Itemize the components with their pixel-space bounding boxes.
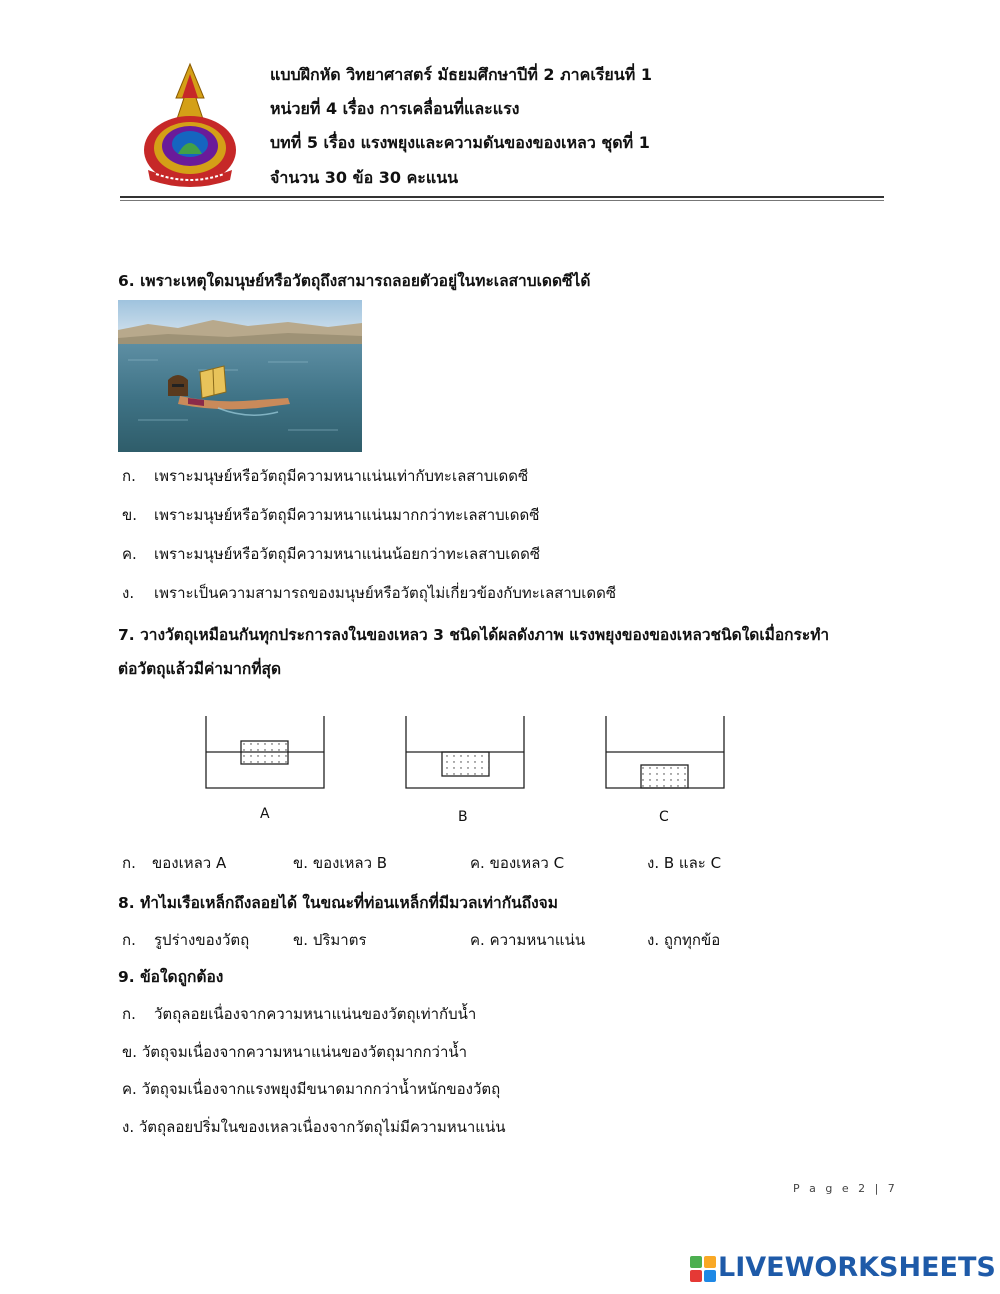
option-marker: ค. bbox=[470, 854, 485, 872]
question-7-title-line-1: 7. วางวัตถุเหมือนกันทุกประการลงในของเหลว 3 ชนิดได้ผลดังภาพ แรงพยุงของของเหลวชนิดใดเมื่อกระทำ bbox=[118, 626, 830, 644]
header-divider-thin bbox=[120, 200, 884, 201]
option-text: ความหนาแน่น bbox=[489, 931, 586, 949]
header-line-4: จำนวน 30 ข้อ 30 คะแนน bbox=[270, 168, 459, 187]
three-beakers-diagram bbox=[200, 712, 730, 796]
q8-option-a[interactable] bbox=[122, 928, 249, 952]
option-text: ถูกทุกข้อ bbox=[663, 931, 721, 949]
beaker-label-b: B bbox=[458, 809, 468, 825]
option-text: รูปร่างของวัตถุ bbox=[154, 931, 250, 949]
option-marker: ข. bbox=[122, 1043, 138, 1061]
option-text: วัตถุจมเนื่องจากแรงพยุงมีขนาดมากกว่าน้ำหนักของวัตถุ bbox=[141, 1080, 501, 1098]
option-marker: ค. bbox=[470, 931, 485, 949]
brand-name: LIVEWORKSHEETS bbox=[718, 1252, 996, 1283]
beaker-c bbox=[606, 716, 724, 788]
option-text: ของเหลว B bbox=[312, 854, 388, 872]
school-emblem-icon bbox=[134, 58, 246, 192]
q7-option-c[interactable] bbox=[470, 851, 564, 875]
beaker-label-c: C bbox=[659, 809, 669, 825]
q8-option-b[interactable] bbox=[293, 928, 367, 952]
option-marker: ข. bbox=[293, 931, 309, 949]
woman-floating-reading-image bbox=[118, 300, 362, 452]
q6-option-d[interactable] bbox=[122, 581, 616, 605]
q6-option-c[interactable] bbox=[122, 542, 540, 566]
option-marker: ง. bbox=[647, 931, 660, 949]
option-marker: ก. bbox=[122, 854, 136, 872]
liveworksheets-icon bbox=[690, 1256, 716, 1282]
option-text: ของเหลว C bbox=[489, 854, 565, 872]
option-text: เพราะเป็นความสามารถของมนุษย์หรือวัตถุไม่เกี่ยวข้องกับทะเลสาบเดดซี bbox=[154, 584, 617, 602]
option-marker: ค. bbox=[122, 1080, 137, 1098]
option-text: วัตถุจมเนื่องจากความหนาแน่นของวัตถุมากกว่าน้ำ bbox=[141, 1043, 468, 1061]
header-line-3: บทที่ 5 เรื่อง แรงพยุงและความดันของของเหลว ชุดที่ 1 bbox=[270, 133, 650, 152]
option-marker: ค. bbox=[122, 545, 137, 563]
header-line-1: แบบฝึกหัด วิทยาศาสตร์ มัธยมศึกษาปีที่ 2 ภาคเรียนที่ 1 bbox=[270, 65, 652, 84]
header-divider bbox=[120, 196, 884, 198]
q8-option-c[interactable] bbox=[470, 928, 585, 952]
q7-option-a[interactable] bbox=[122, 851, 226, 875]
option-text: เพราะมนุษย์หรือวัตถุมีความหนาแน่นมากกว่าทะเลสาบเดดซี bbox=[154, 506, 540, 524]
option-marker: ก. bbox=[122, 1005, 136, 1023]
option-marker: ง. bbox=[647, 854, 660, 872]
option-marker: ข. bbox=[293, 854, 309, 872]
header-line-2: หน่วยที่ 4 เรื่อง การเคลื่อนที่และแรง bbox=[270, 99, 520, 118]
q6-option-b[interactable] bbox=[122, 503, 539, 527]
q9-option-c[interactable] bbox=[122, 1077, 500, 1101]
liveworksheets-logo[interactable] bbox=[690, 1252, 996, 1286]
q9-option-d[interactable] bbox=[122, 1115, 505, 1139]
beaker-a bbox=[206, 716, 324, 788]
option-marker: ง. bbox=[122, 1118, 135, 1136]
question-6-title: 6. เพราะเหตุใดมนุษย์หรือวัตถุถึงสามารถลอยตัวอยู่ในทะเลสาบเดดซีได้ bbox=[118, 272, 591, 290]
option-text: B และ C bbox=[663, 854, 722, 872]
q6-option-a[interactable] bbox=[122, 464, 528, 488]
page-number: P a g e 2 | 7 bbox=[793, 1182, 898, 1195]
q7-option-d[interactable] bbox=[647, 851, 721, 875]
dead-sea-photo bbox=[118, 300, 362, 452]
option-text: ของเหลว A bbox=[152, 854, 227, 872]
option-text: เพราะมนุษย์หรือวัตถุมีความหนาแน่นเท่ากับทะเลสาบเดดซี bbox=[154, 467, 529, 485]
beaker-label-a: A bbox=[260, 806, 270, 822]
q9-option-a[interactable] bbox=[122, 1002, 476, 1026]
option-text: ปริมาตร bbox=[312, 931, 367, 949]
option-marker: ก. bbox=[122, 467, 136, 485]
q8-option-d[interactable] bbox=[647, 928, 720, 952]
option-text: วัตถุลอยเนื่องจากความหนาแน่นของวัตถุเท่ากับน้ำ bbox=[154, 1005, 477, 1023]
beaker-b bbox=[406, 716, 524, 788]
option-text: วัตถุลอยปริ่มในของเหลวเนื่องจากวัตถุไม่มีความหนาแน่น bbox=[138, 1118, 506, 1136]
question-7-title-line-2: ต่อวัตถุแล้วมีค่ามากที่สุด bbox=[118, 660, 282, 678]
option-marker: ง. bbox=[122, 584, 135, 602]
beaker-diagram bbox=[200, 712, 730, 796]
school-logo bbox=[134, 58, 246, 192]
q7-option-b[interactable] bbox=[293, 851, 387, 875]
option-marker: ข. bbox=[122, 506, 138, 524]
option-marker: ก. bbox=[122, 931, 136, 949]
question-9-title: 9. ข้อใดถูกต้อง bbox=[118, 968, 224, 986]
option-text: เพราะมนุษย์หรือวัตถุมีความหนาแน่นน้อยกว่าทะเลสาบเดดซี bbox=[154, 545, 541, 563]
question-8-title: 8. ทำไมเรือเหล็กถึงลอยได้ ในขณะที่ท่อนเหล็กที่มีมวลเท่ากันถึงจม bbox=[118, 894, 558, 912]
q9-option-b[interactable] bbox=[122, 1040, 467, 1064]
